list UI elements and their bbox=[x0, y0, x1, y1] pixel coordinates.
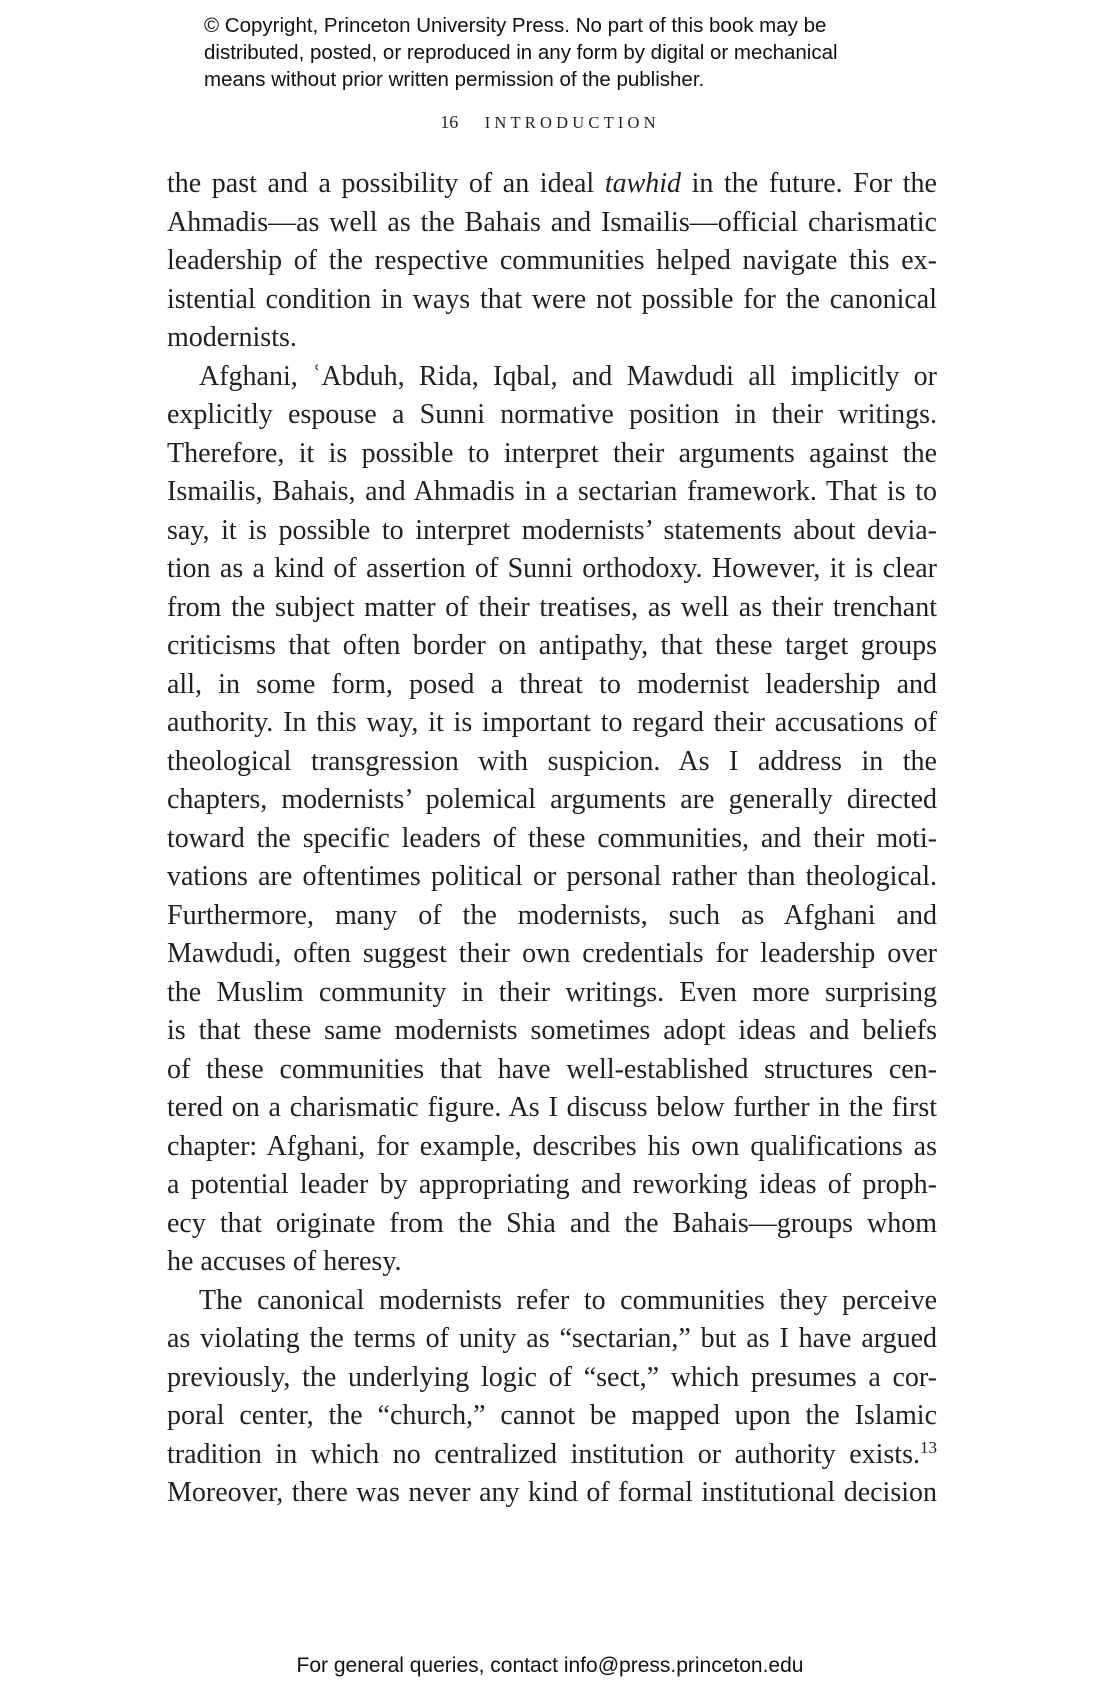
text-line: explicitly espouse a Sunni normative position in their writings. bbox=[167, 399, 937, 430]
text-line: criticisms that often border on antipathy, that these target groups bbox=[167, 630, 937, 661]
text-line: authority. In this way, it is important to regard their accusations of bbox=[167, 707, 937, 738]
text-line bbox=[167, 165, 937, 204]
text-line: Ismailis, Bahais, and Ahmadis in a sectarian framework. That is to bbox=[167, 476, 937, 507]
text-line: say, it is possible to interpret modernists’ statements about devia- bbox=[167, 514, 937, 546]
paragraph-start-line: Afghani, ʿAbduh, Rida, Iqbal, and Mawdudi all implicitly or bbox=[199, 360, 937, 392]
text-line: ecy that originate from the Shia and the Bahais—groups whom bbox=[167, 1207, 937, 1239]
copyright-line: means without prior written permission of the publisher. bbox=[204, 68, 705, 91]
text-line: Therefore, it is possible to interpret their arguments against the bbox=[167, 437, 937, 469]
text-line: theological transgression with suspicion. As I address in the bbox=[167, 745, 937, 777]
text-line: tion as a kind of assertion of Sunni orthodoxy. However, it is clear bbox=[167, 553, 937, 584]
text-line: from the subject matter of their treatises, as well as their trenchant bbox=[167, 591, 937, 623]
text-line: Ahmadis—as well as the Bahais and Ismailis—official charismatic bbox=[167, 206, 937, 238]
text-line: toward the specific leaders of these communities, and their moti- bbox=[167, 822, 937, 854]
chapter-title: INTRODUCTION bbox=[484, 113, 660, 132]
text-line: poral center, the “church,” cannot be mapped upon the Islamic bbox=[167, 1400, 937, 1431]
text-line: chapters, modernists’ polemical arguments are generally directed bbox=[167, 784, 937, 815]
text-line: Furthermore, many of the modernists, such as Afghani and bbox=[167, 899, 937, 931]
running-head bbox=[0, 112, 1100, 133]
footer-contact: For general queries, contact info@press.princeton.edu bbox=[296, 1654, 804, 1677]
text-line: tered on a charismatic figure. As I discuss below further in the first bbox=[167, 1092, 937, 1123]
copyright-line: © Copyright, Princeton University Press. No part of this book may be bbox=[204, 14, 827, 37]
text-line: previously, the underlying logic of “sect,” which presumes a cor- bbox=[167, 1361, 937, 1393]
page-number: 16 bbox=[440, 112, 459, 132]
text-line bbox=[167, 1436, 937, 1475]
text-line: istential condition in ways that were not possible for the canonical bbox=[167, 283, 937, 315]
text-line: Moreover, there was never any kind of formal institutional decision bbox=[167, 1477, 937, 1508]
text-line: leadership of the respective communities helped navigate this ex- bbox=[167, 245, 937, 276]
text-segment: tradition in which no centralized institution or authority exists. bbox=[167, 1438, 920, 1470]
italic-term: tawhid bbox=[604, 168, 682, 199]
text-line: vations are oftentimes political or personal rather than theological. bbox=[167, 861, 937, 892]
text-line: all, in some form, posed a threat to modernist leadership and bbox=[167, 668, 937, 700]
footnote-reference[interactable]: 13 bbox=[920, 1437, 937, 1457]
text-line: he accuses of heresy. bbox=[167, 1246, 402, 1277]
copyright-line: distributed, posted, or reproduced in any form by digital or mechanical bbox=[204, 41, 838, 64]
text-line: as violating the terms of unity as “sectarian,” but as I have argued bbox=[167, 1323, 937, 1354]
text-line: Mawdudi, often suggest their own credentials for leadership over bbox=[167, 938, 937, 969]
text-line: is that these same modernists sometimes adopt ideas and beliefs bbox=[167, 1015, 937, 1046]
copyright-notice bbox=[204, 12, 924, 93]
text-segment: the past and a possibility of an ideal bbox=[167, 168, 605, 199]
body-text bbox=[167, 165, 937, 1513]
text-segment: in the future. For the bbox=[681, 168, 937, 199]
text-line: of these communities that have well-established structures cen- bbox=[167, 1053, 937, 1085]
paragraph-start-line: The canonical modernists refer to communities they perceive bbox=[199, 1284, 937, 1316]
text-line: chapter: Afghani, for example, describes his own qualifications as bbox=[167, 1130, 937, 1162]
text-line: modernists. bbox=[167, 322, 297, 353]
text-line: a potential leader by appropriating and reworking ideas of proph- bbox=[167, 1169, 937, 1200]
text-line: the Muslim community in their writings. Even more surprising bbox=[167, 976, 937, 1008]
